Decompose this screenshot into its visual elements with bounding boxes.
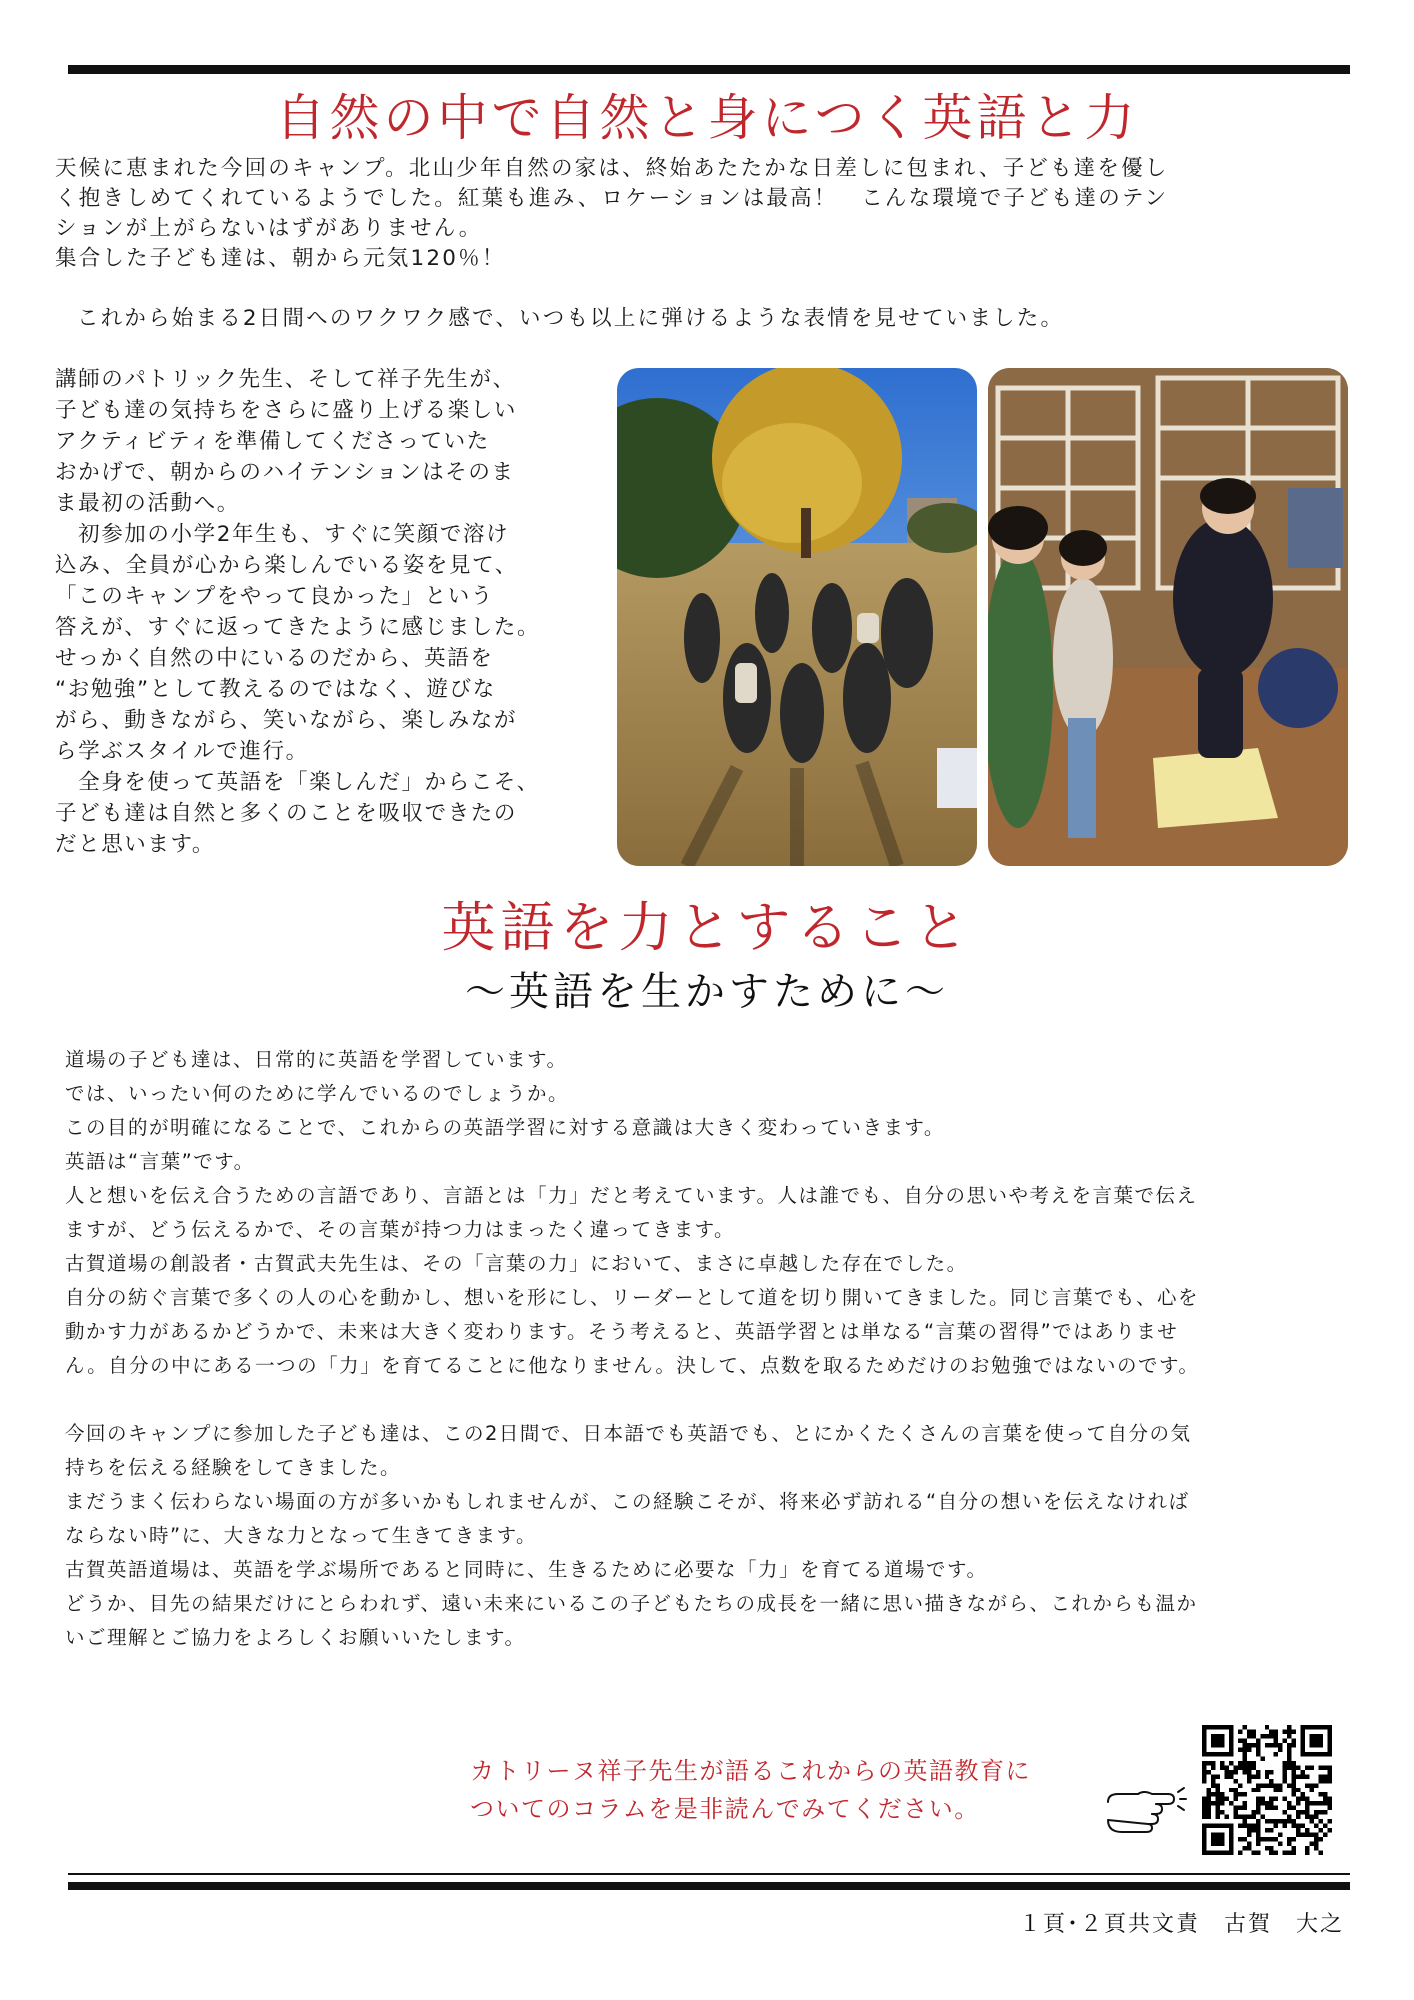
body-line: 人と想いを伝え合うための言語であり、言語とは「力」だと考えています。人は誰でも、自分の思いや考えを言葉で伝え bbox=[65, 1184, 1198, 1207]
side-line: アクティビティを準備してくださっていた bbox=[55, 429, 490, 454]
side-line: “お勉強”として教えるのではなく、遊びな bbox=[55, 677, 496, 702]
body-line: 動かす力があるかどうかで、未来は大きく変わります。そう考えると、英語学習とは単なる“言葉の習得”ではありませ bbox=[65, 1320, 1179, 1343]
intro-text bbox=[55, 154, 1355, 334]
body-line: 古賀道場の創設者・古賀武夫先生は、その「言葉の力」において、まさに卓越した存在でした。 bbox=[65, 1252, 968, 1275]
body-line: では、いったい何のために学んでいるのでしょうか。 bbox=[65, 1082, 570, 1105]
side-line: がら、動きながら、笑いながら、楽しみなが bbox=[55, 708, 518, 733]
photo-outdoor-activity bbox=[617, 368, 977, 866]
side-line: 全身を使って英語を「楽しんだ」からこそ、 bbox=[55, 770, 540, 795]
side-line: おかげで、朝からのハイテンションはそのま bbox=[55, 460, 515, 485]
body-line: ますが、どう伝えるかで、その言葉が持つ力はまったく違ってきます。 bbox=[65, 1218, 736, 1241]
promo-line: カトリーヌ祥子先生が語るこれからの英語教育に bbox=[470, 1757, 1031, 1785]
photo-indoor-activity bbox=[988, 368, 1348, 866]
body-line: 持ちを伝える経験をしてきました。 bbox=[65, 1456, 402, 1479]
body-line: ん。自分の中にある一つの「力」を育てることに他なりません。決して、点数を取るためだけのお勉強ではないのです。 bbox=[65, 1354, 1200, 1377]
lead-line: これから始まる2日間へのワクワク感で、いつも以上に弾けるような表情を見せていました。 bbox=[77, 306, 1065, 331]
body-line: この目的が明確になることで、これからの英語学習に対する意識は大きく変わっていきます。 bbox=[65, 1116, 945, 1139]
side-line: ま最初の活動へ。 bbox=[55, 491, 240, 516]
pointing-hand-icon bbox=[1104, 1780, 1188, 1836]
body-line: 自分の紡ぐ言葉で多くの人の心を動かし、想いを形にし、リーダーとして道を切り開いてきました。同じ言葉でも、心を bbox=[65, 1286, 1200, 1309]
section-title: 英語を力とすること bbox=[441, 896, 973, 959]
footer-credit: １頁･２頁共文責 古賀 大之 bbox=[1018, 1912, 1344, 1937]
side-text bbox=[55, 364, 615, 860]
bottom-rule-thick bbox=[68, 1882, 1350, 1890]
section-body bbox=[65, 1043, 1355, 1655]
body-line: ならない時”に、大きな力となって生きてきます。 bbox=[65, 1524, 538, 1547]
column-promo[interactable] bbox=[470, 1752, 1110, 1828]
side-line: だと思います。 bbox=[55, 832, 215, 857]
side-line: 初参加の小学2年生も、すぐに笑顔で溶け bbox=[55, 522, 510, 547]
body-line: 道場の子ども達は、日常的に英語を学習しています。 bbox=[65, 1048, 568, 1071]
intro-line: ションが上がらないはずがありません。 bbox=[55, 216, 483, 241]
body-line: まだうまく伝わらない場面の方が多いかもしれませんが、この経験こそが、将来必ず訪れる“自分の想いを伝えなければ bbox=[65, 1490, 1190, 1513]
side-line: 子ども達は自然と多くのことを吸収できたの bbox=[55, 801, 518, 826]
side-line: 子ども達の気持ちをさらに盛り上げる楽しい bbox=[55, 398, 518, 423]
side-line: 「このキャンプをやって良かった」という bbox=[55, 584, 494, 609]
body-line: 古賀英語道場は、英語を学ぶ場所であると同時に、生きるために必要な「力」を育てる道場です。 bbox=[65, 1558, 988, 1581]
intro-line: 集合した子ども達は、朝から元気120％！ bbox=[55, 246, 506, 271]
side-line: 答えが、すぐに返ってきたように感じました。 bbox=[55, 615, 541, 640]
body-line: いご理解とご協力をよろしくお願いいたします。 bbox=[65, 1626, 526, 1649]
side-line: 講師のパトリック先生、そして祥子先生が、 bbox=[55, 367, 516, 392]
side-line: せっかく自然の中にいるのだから、英語を bbox=[55, 646, 494, 671]
intro-line: 天候に恵まれた今回のキャンプ。北山少年自然の家は、終始あたたかな日差しに包まれ、子ども達を優し bbox=[55, 156, 1169, 181]
body-line: どうか、目先の結果だけにとらわれず、遠い未来にいるこの子どもたちの成長を一緒に思い描きながら、これからも温か bbox=[65, 1592, 1198, 1615]
top-rule bbox=[68, 65, 1350, 74]
body-line: 英語は“言葉”です。 bbox=[65, 1150, 255, 1173]
intro-line: く抱きしめてくれているようでした。紅葉も進み、ロケーションは最高！ こんな環境で子ども達のテン bbox=[55, 186, 1169, 211]
section-subtitle: ～英語を生かすために～ bbox=[465, 969, 949, 1015]
body-line: 今回のキャンプに参加した子ども達は、この2日間で、日本語でも英語でも、とにかくたくさんの言葉を使って自分の気 bbox=[65, 1422, 1192, 1445]
side-line: ら学ぶスタイルで進行。 bbox=[55, 739, 309, 764]
side-line: 込み、全員が心から楽しんでいる姿を見て、 bbox=[55, 553, 518, 578]
qr-code[interactable] bbox=[1202, 1725, 1332, 1855]
article-title: 自然の中で自然と身につく英語と力 bbox=[275, 89, 1139, 147]
bottom-rule-thin bbox=[68, 1873, 1350, 1875]
promo-line: ついてのコラムを是非読んでみてください。 bbox=[470, 1795, 980, 1823]
